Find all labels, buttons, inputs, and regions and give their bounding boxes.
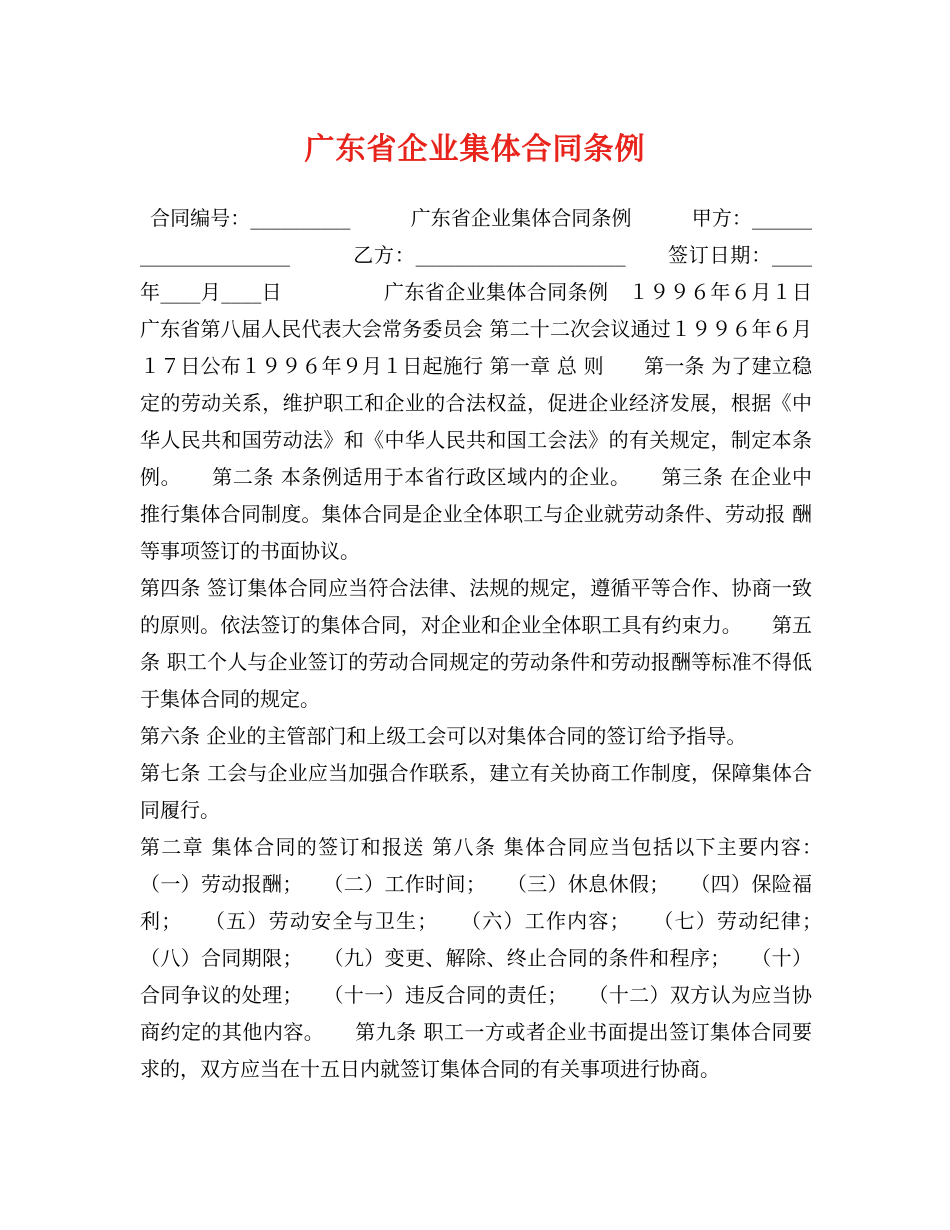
paragraph-article-6: 第六条 企业的主管部门和上级工会可以对集体合同的签订给予指导。 <box>140 724 747 748</box>
paragraph-article-4-5: 第四条 签订集体合同应当符合法律、法规的规定，遵循平等合作、协商一致的原则。依法签订的集体合同，对企业和企业全体职工具有约束力。 第五条 职工个人与企业签订的劳动合同规定的劳动条件和劳动报酬等标准不得低于集体合同的规定。 <box>140 576 812 711</box>
paragraph-chapter-two: 第二章 集体合同的签订和报送 第八条 集体合同应当包括以下主要内容： （一）劳动报酬； （二）工作时间； （三）休息休假； （四）保险福利； （五）劳动安全与卫生； （六）工作内容； （七）劳动纪律； （八）合同期限； （九）变更、解除、终止合同的条件和程序； （十）合同争议的处理； （十一）违反合同的责任； （十二）双方认为应当协商约定的其他内容。 第九条 职工一方或者企业书面提出签订集体合同要求的，双方应当在十五日内就签订集体合同的有关事项进行协商。 <box>140 835 852 1081</box>
document-body <box>140 200 852 1088</box>
document-title: 广东省企业集体合同条例 <box>304 132 646 167</box>
paragraph-article-7: 第七条 工会与企业应当加强合作联系，建立有关协商工作制度，保障集体合同履行。 <box>140 761 812 822</box>
paragraph-header-and-chapter-one: 合同编号：__________ 广东省企业集体合同条例 甲方：_____________________ 乙方：_____________________ 签订日期：____年____月____日 广东省企业集体合同条例 １９９６年６月１日广东省第八届人民代表大会常务委员会 第二十二次会议通过１９９６年６月１７日公布１９９６年９月１日起施行 第一章 总 则 第一条 为了建立稳定的劳动关系，维护职工和企业的合法权益，促进企业经济发展，根据《中华人民共和国劳动法》和《中华人民共和国工会法》的有关规定，制定本条例。 第二条 本条例适用于本省行政区域内的企业。 第三条 在企业中推行集体合同制度。集体合同是企业全体职工与企业就劳动条件、劳动报 酬等事项签订的书面协议。 <box>140 206 812 563</box>
